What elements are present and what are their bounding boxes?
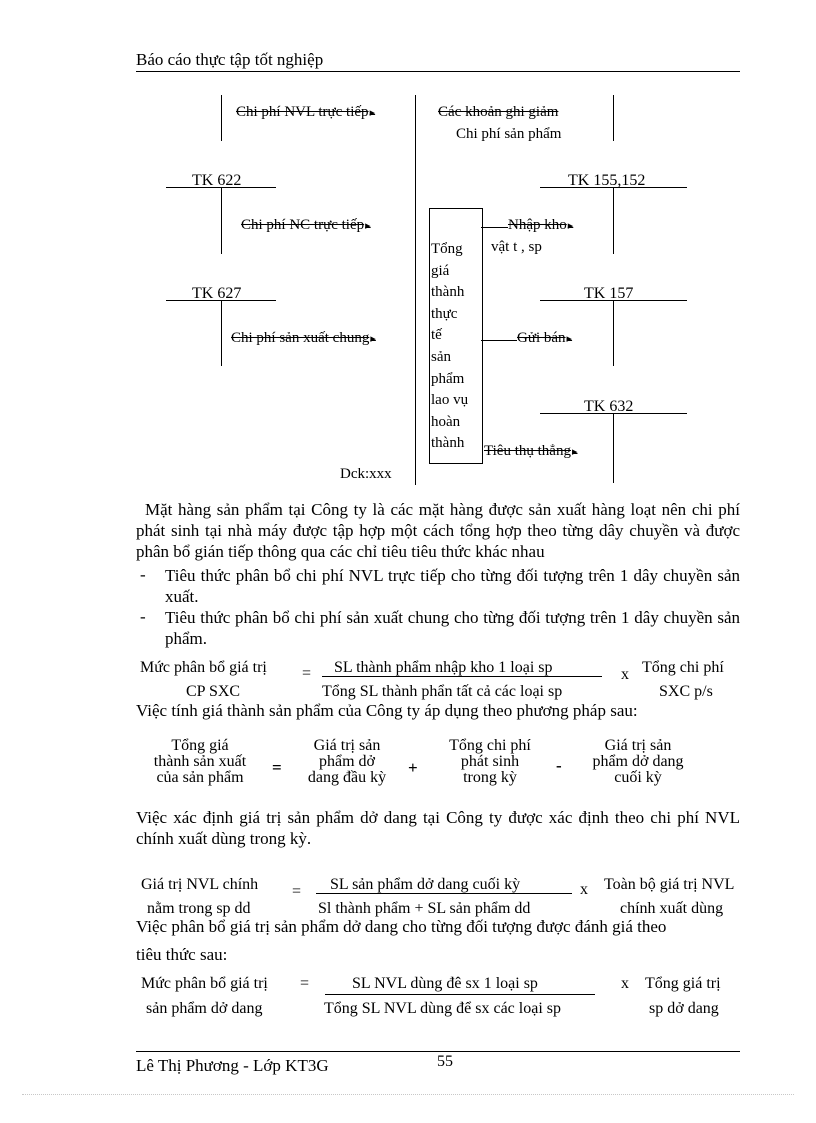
formula2-term-line: phát sinh	[460, 753, 520, 770]
box-word: phẩm	[431, 370, 465, 387]
formula2-term-line: Giá trị sản	[604, 737, 672, 754]
box-word: tế	[431, 327, 442, 344]
center-account-line	[415, 95, 416, 485]
nc-cost-label: Chi phí NC trực tiếp ▸	[241, 217, 371, 234]
warehouse-connector	[481, 227, 508, 228]
formula4-numerator: SL NVL dùng đê sx 1 loại sp	[352, 975, 538, 992]
formula1-lhs-top: Mức phân bổ giá trị	[140, 659, 267, 676]
formula2-term-line: Tổng chi phí	[449, 737, 531, 754]
box-word: thành	[431, 284, 465, 301]
formula3-denominator: Sl thành phẩm + SL sản phẩm dd	[318, 900, 531, 917]
formula2-term-opening-wip	[292, 738, 402, 786]
footer-author: Lê Thị Phương - Lớp KT3G	[136, 1056, 329, 1075]
tk632-label: TK 632	[584, 398, 634, 415]
allocation-paragraph-text: Mặt hàng sản phẩm tại Công ty là các mặt hàng được sản xuất hàng loạt nên chi phí phát sinh tại nhà máy được tập hợp một cách tổng hợp theo từng dây chuyền và được phân bổ gián tiếp thông qua các chỉ tiêu tiêu thức khác nhau	[136, 500, 740, 561]
consign-connector	[481, 340, 517, 341]
tk155-line	[613, 187, 614, 254]
formula2-term-line: trong kỳ	[463, 769, 517, 786]
formula2-term-line: Tổng giá	[171, 737, 229, 754]
formula2-term-closing-wip	[578, 738, 698, 786]
sxc-cost-label: Chi phí sản xuất chung ▸	[231, 330, 376, 347]
footer-rule	[136, 1051, 740, 1052]
box-word: hoàn	[431, 413, 461, 430]
nvl-account-line	[221, 95, 222, 141]
formula3-rhs-top: Toàn bộ giá trị NVL	[604, 876, 735, 893]
formula3-fraction-bar	[316, 893, 572, 894]
formula1-lhs-bottom: CP SXC	[186, 683, 241, 700]
formula2-term-line: phẩm dở	[318, 753, 375, 770]
formula2-term-total-cost	[140, 738, 260, 786]
formula2-term-line: cuối kỳ	[614, 769, 662, 786]
tk627-line	[221, 300, 222, 366]
formula3-lhs-top: Giá trị NVL chính	[141, 876, 259, 893]
box-word: thành	[431, 435, 465, 452]
allocation-criteria-line2: tiêu thức sau:	[136, 945, 228, 964]
allocation-paragraph	[136, 499, 740, 562]
tk155-label: TK 155,152	[568, 172, 646, 189]
formula4-rhs-top: Tổng giá trị	[645, 975, 721, 992]
box-word: Tổng	[431, 241, 463, 257]
page-number: 55	[437, 1053, 453, 1070]
wip-valuation-paragraph: Việc xác định giá trị sản phẩm dở dang tại Công ty được xác định theo chi phí NVL chính xuất dùng trong kỳ.	[136, 808, 740, 848]
formula4-equals: =	[300, 975, 310, 992]
formula3-equals: =	[292, 883, 302, 900]
ending-balance-label: Dck:xxx	[340, 466, 392, 482]
bullet-item-sxc: Tiêu thức phân bổ chi phí sản xuất chung cho từng đối tượng trên 1 dây chuyền sản phẩm.	[165, 608, 740, 648]
total-cost-box-text	[431, 239, 468, 455]
formula3-rhs-bottom: chính xuất dùng	[620, 900, 724, 917]
bullet-item-nvl: Tiêu thức phân bổ chi phí NVL trực tiếp cho từng đối tượng trên 1 dây chuyền sản xuất.	[165, 566, 740, 606]
method-sentence: Việc tính giá thành sản phẩm của Công ty áp dụng theo phương pháp sau:	[136, 701, 638, 720]
formula2-term-period-cost	[430, 738, 550, 786]
formula2-minus: -	[556, 756, 562, 775]
tk622-line	[221, 187, 222, 254]
formula1-rhs-bottom: SXC p/s	[659, 683, 713, 700]
formula3-times: x	[580, 881, 588, 898]
formula2-term-line: của sản phẩm	[156, 769, 244, 786]
total-cost-box	[429, 208, 483, 464]
tk157-label: TK 157	[584, 285, 634, 302]
warehouse-label-line2: vật t , sp	[491, 239, 542, 255]
formula2-term-line: Giá trị sản	[313, 737, 381, 754]
formula1-times: x	[621, 666, 629, 683]
formula3-lhs-bottom: nằm trong sp dd	[147, 900, 251, 917]
formula4-denominator: Tổng SL NVL dùng để sx các loại sp	[324, 1000, 561, 1017]
formula2-term-line: thành sản xuất	[153, 753, 247, 770]
formula4-lhs-top: Mức phân bổ giá trị	[141, 975, 268, 992]
box-word: sản	[431, 348, 451, 365]
warehouse-label-line1: Nhập kho ▸	[508, 217, 573, 234]
page-header-title: Báo cáo thực tập tốt nghiệp	[136, 50, 324, 69]
formula2-plus: +	[408, 758, 418, 777]
tk157-line	[613, 300, 614, 366]
allocation-criteria-line1: Việc phân bổ giá trị sản phẩm dở dang cho từng đối tượng được đánh giá theo	[136, 917, 667, 936]
direct-sale-label: Tiêu thụ thẳng ▸	[484, 443, 577, 460]
tk627-label: TK 627	[192, 285, 242, 302]
nvl-cost-label: Chi phí NVL trực tiếp ▸	[236, 104, 375, 121]
reduction-label-line2: Chi phí sản phẩm	[456, 126, 562, 142]
formula1-rhs-top: Tổng chi phí	[642, 659, 724, 676]
formula1-equals: =	[302, 665, 312, 682]
formula1-numerator: SL thành phẩm nhập kho 1 loại sp	[334, 659, 553, 676]
formula2-term-line: dang đầu kỳ	[307, 769, 387, 786]
formula4-lhs-bottom: sản phẩm dở dang	[146, 1000, 263, 1017]
formula1-denominator: Tổng SL thành phẩn tất cả các loại sp	[322, 683, 563, 700]
formula1-fraction-bar	[322, 676, 602, 677]
tk632-line	[613, 413, 614, 483]
box-word: lao vụ	[431, 392, 469, 409]
formula3-numerator: SL sản phẩm dở dang cuối kỳ	[330, 876, 521, 893]
bullet-marker: -	[140, 565, 146, 584]
formula4-times: x	[621, 975, 629, 992]
box-word: giá	[431, 262, 450, 279]
tk622-label: TK 622	[192, 172, 242, 189]
formula2-equals: =	[272, 758, 282, 777]
bullet-marker: -	[140, 607, 146, 626]
formula4-rhs-bottom: sp dở dang	[649, 1000, 719, 1017]
formula2-term-line: phẩm dở dang	[592, 753, 684, 770]
header-rule	[136, 71, 740, 72]
consign-label: Gửi bán ▸	[517, 330, 572, 347]
page-bottom-dotted-rule	[22, 1094, 794, 1095]
formula4-fraction-bar	[325, 994, 595, 995]
reduction-account-line	[613, 95, 614, 141]
box-word: thực	[431, 305, 458, 322]
reduction-label-line1: Các khoản ghi giảm	[438, 104, 559, 120]
